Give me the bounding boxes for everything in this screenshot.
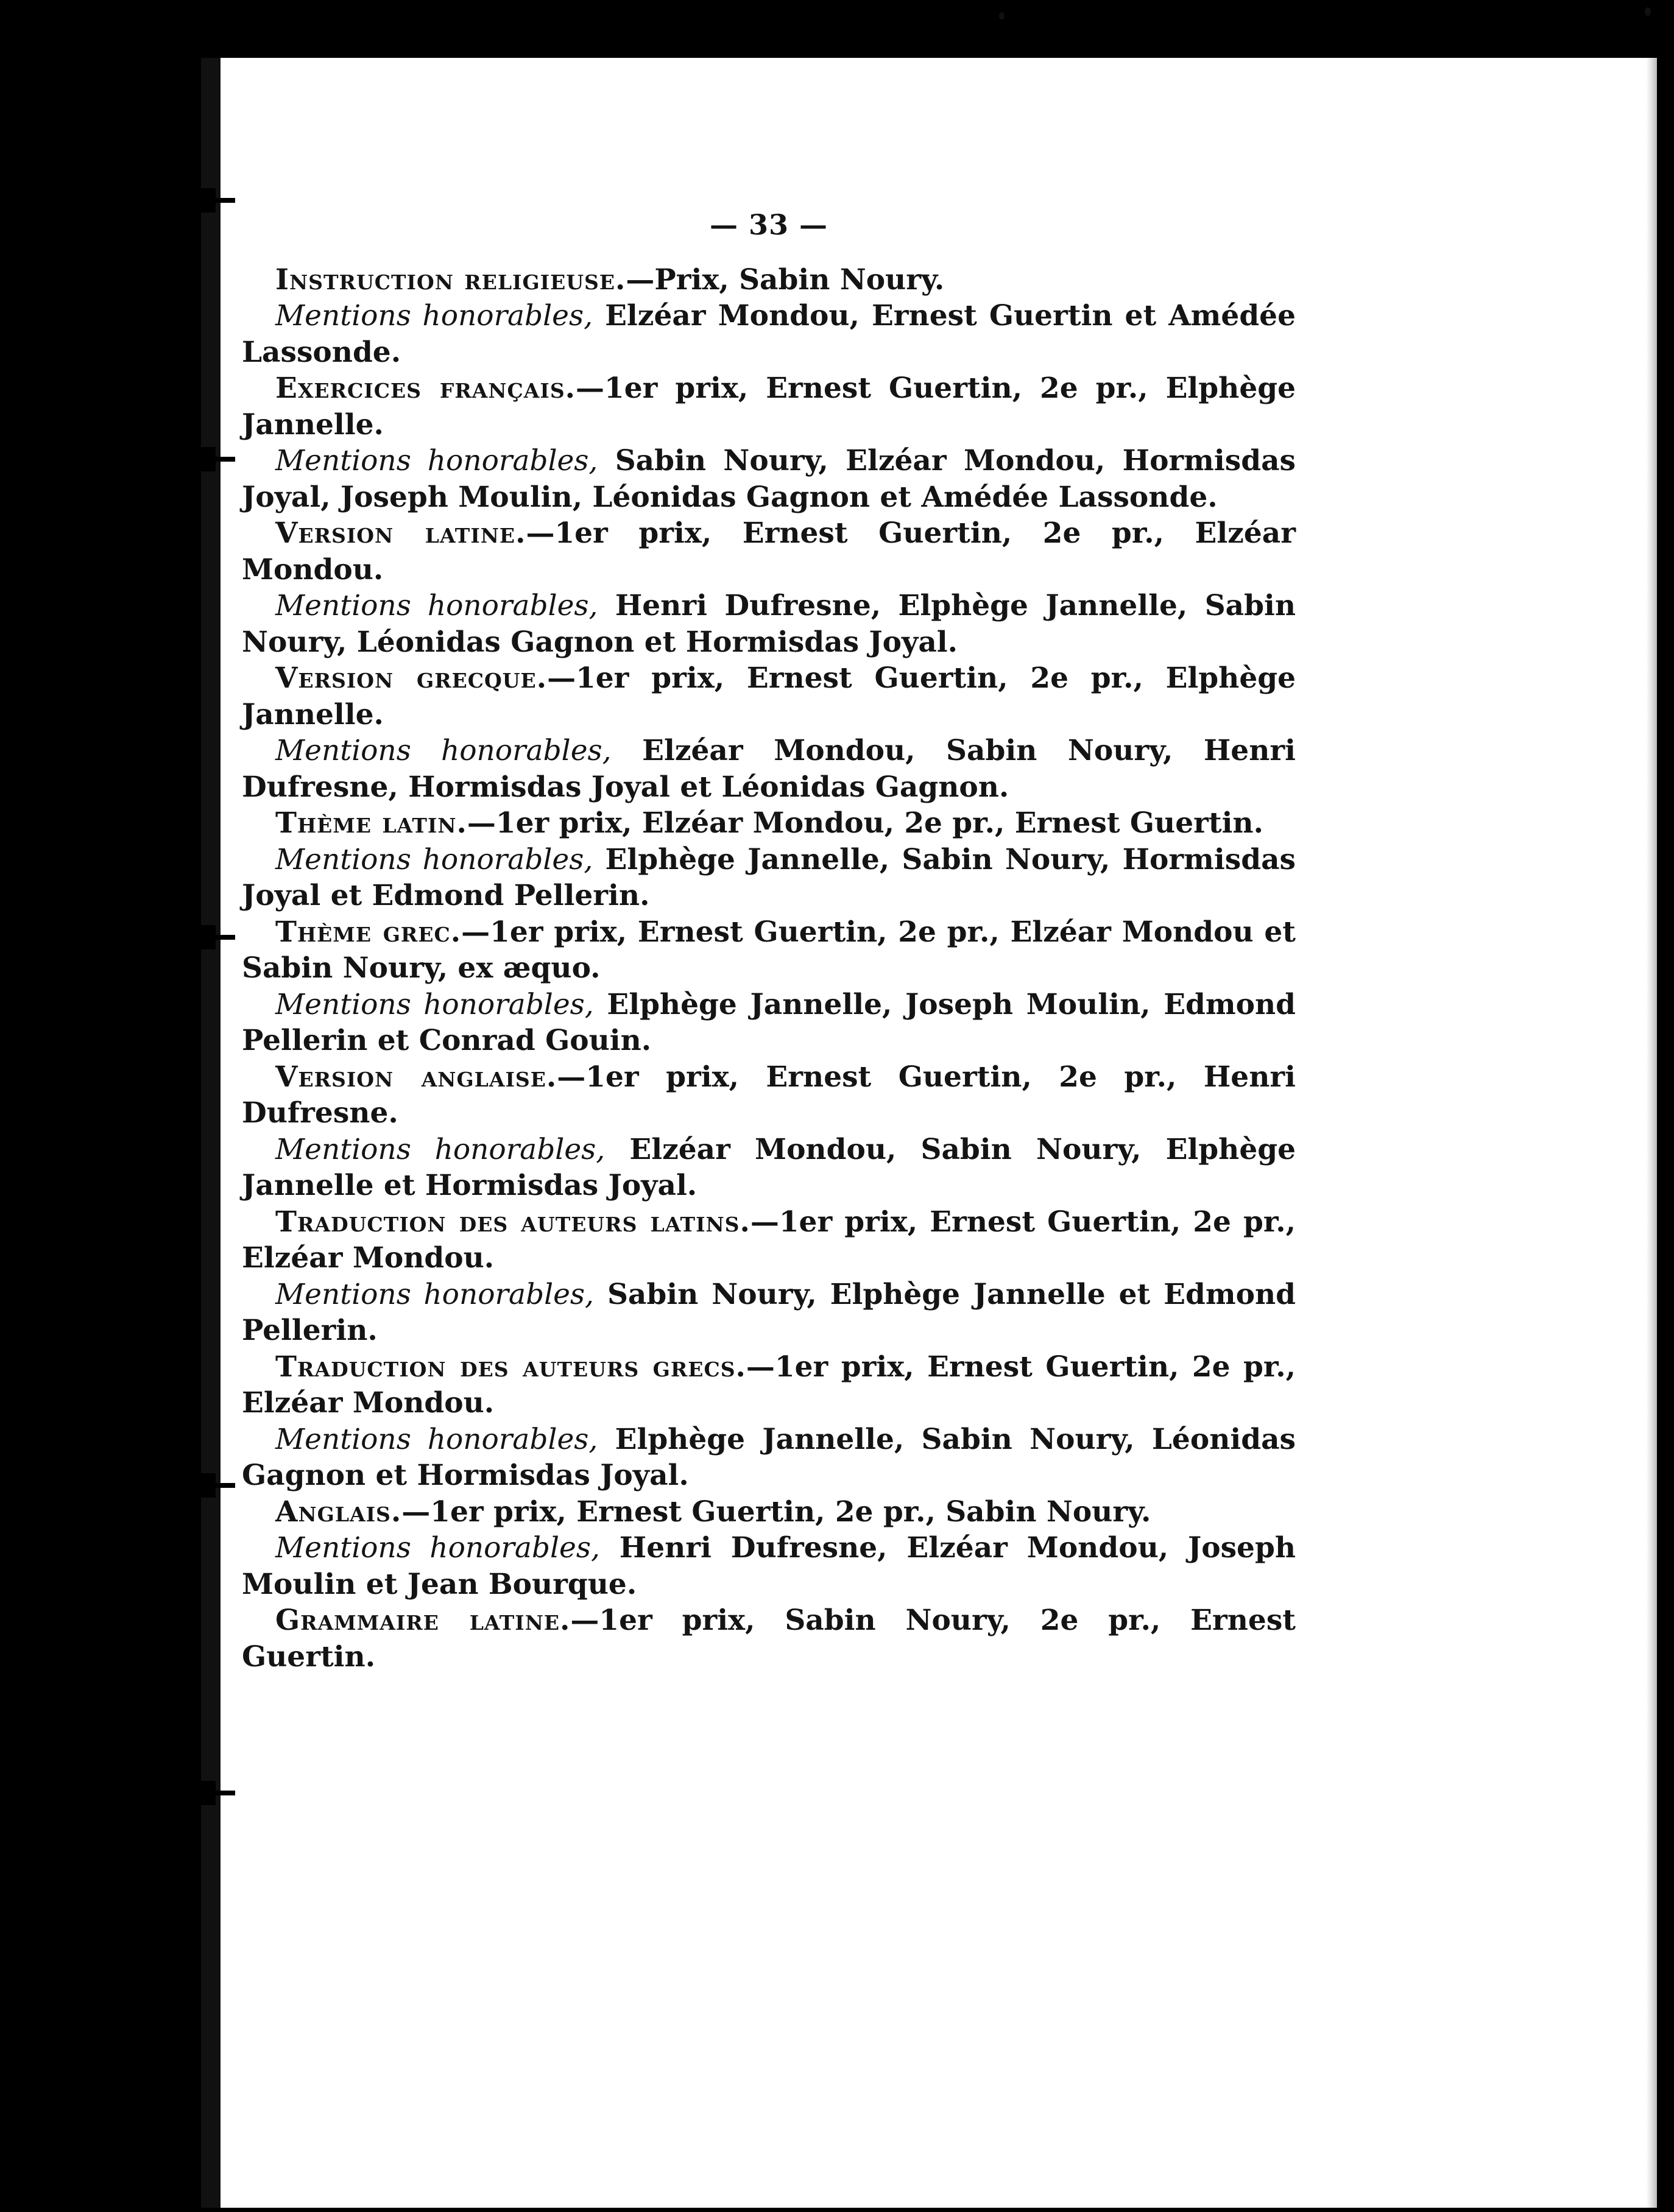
honorable-mentions — [242, 1530, 1296, 1602]
binding-stitch — [188, 935, 235, 940]
subject-heading: Traduction des auteurs grecs. — [275, 1350, 746, 1384]
scan-speck — [1645, 7, 1651, 16]
honorable-mentions — [242, 1421, 1296, 1494]
mentions-names: Henri Dufresne, Elphège Jannelle, Sabin Noury, Léonidas Gagnon et Hormisdas Joyal. — [242, 589, 1296, 659]
mentions-label: Mentions honorables, — [275, 444, 598, 477]
prize-entry — [242, 1349, 1296, 1421]
prize-entry — [242, 370, 1296, 443]
prize-entry — [242, 660, 1296, 733]
prize-entry — [242, 914, 1296, 987]
scan-speck — [999, 12, 1005, 19]
honorable-mentions — [242, 733, 1296, 805]
mentions-label: Mentions honorables, — [275, 1531, 600, 1565]
prize-winners: —Prix, Sabin Noury. — [626, 262, 945, 297]
prize-entry — [242, 515, 1296, 588]
mentions-names: Elphège Jannelle, Joseph Moulin, Edmond Pellerin et Conrad Gouin. — [242, 987, 1296, 1057]
binding-stitch — [188, 1483, 235, 1488]
page-number: — 33 — — [709, 208, 828, 241]
binding-stitch — [188, 198, 235, 203]
mentions-names: Elzéar Mondou, Sabin Noury, Henri Dufresne, Hormisdas Joyal et Léonidas Gagnon. — [242, 734, 1296, 804]
subject-heading: Thème grec. — [275, 915, 462, 949]
mentions-names: Elphège Jannelle, Sabin Noury, Léonidas Gagnon et Hormisdas Joyal. — [242, 1422, 1296, 1492]
prize-winners: —1er prix, Sabin Noury, 2e pr., Ernest Guertin. — [242, 1604, 1296, 1674]
mentions-names: Sabin Noury, Elzéar Mondou, Hormisdas Joyal, Joseph Moulin, Léonidas Gagnon et Amédée Lassonde. — [242, 444, 1296, 514]
mentions-names: Henri Dufresne, Elzéar Mondou, Joseph Moulin et Jean Bourque. — [242, 1531, 1296, 1601]
mentions-label: Mentions honorables, — [275, 1132, 606, 1166]
mentions-names: Elzéar Mondou, Sabin Noury, Elphège Jannelle et Hormisdas Joyal. — [242, 1132, 1296, 1202]
subject-heading: Traduction des auteurs latins. — [275, 1205, 750, 1239]
page-edge-shadow — [1646, 58, 1657, 2208]
prize-winners: —1er prix, Elzéar Mondou, 2e pr., Ernest Guertin. — [467, 806, 1263, 840]
mentions-label: Mentions honorables, — [275, 987, 594, 1021]
prize-list-text — [242, 207, 1296, 1675]
prize-winners: —1er prix, Ernest Guertin, 2e pr., Elzéar Mondou. — [242, 516, 1296, 586]
honorable-mentions — [242, 298, 1296, 370]
mentions-label: Mentions honorables, — [275, 1277, 594, 1311]
prize-entry — [242, 1602, 1296, 1675]
subject-heading: Instruction religieuse. — [275, 262, 626, 297]
honorable-mentions — [242, 588, 1296, 660]
mentions-label: Mentions honorables, — [275, 589, 598, 622]
prize-winners: —1er prix, Ernest Guertin, 2e pr., Elphège Jannelle. — [242, 661, 1296, 731]
honorable-mentions — [242, 1277, 1296, 1349]
binding-stitch — [188, 457, 235, 462]
subject-heading: Version latine. — [275, 516, 526, 550]
prize-winners: —1er prix, Ernest Guertin, 2e pr., Henri Dufresne. — [242, 1060, 1296, 1130]
subject-heading: Thème latin. — [275, 806, 467, 840]
prize-winners: —1er prix, Ernest Guertin, 2e pr., Elzéar Mondou. — [242, 1205, 1296, 1275]
prize-entry — [242, 1494, 1296, 1530]
mentions-label: Mentions honorables, — [275, 734, 612, 767]
honorable-mentions — [242, 443, 1296, 515]
subject-heading: Anglais. — [275, 1495, 402, 1529]
prize-entry — [242, 262, 1296, 298]
subject-heading: Exercices français. — [275, 372, 576, 405]
page-binding-edge — [201, 58, 221, 2208]
mentions-names: Elphège Jannelle, Sabin Noury, Hormisdas Joyal et Edmond Pellerin. — [242, 842, 1296, 912]
mentions-names: Elzéar Mondou, Ernest Guertin et Amédée Lassonde. — [242, 299, 1296, 369]
binding-stitch — [188, 1791, 235, 1795]
subject-heading: Grammaire latine. — [275, 1604, 571, 1637]
honorable-mentions — [242, 987, 1296, 1059]
mentions-names: Sabin Noury, Elphège Jannelle et Edmond Pellerin. — [242, 1277, 1296, 1347]
prize-entry — [242, 1059, 1296, 1132]
mentions-label: Mentions honorables, — [275, 842, 593, 876]
subject-heading: Version grecque. — [275, 661, 548, 695]
mentions-label: Mentions honorables, — [275, 1422, 598, 1456]
subject-heading: Version anglaise. — [275, 1060, 557, 1094]
prize-winners: —1er prix, Ernest Guertin, 2e pr., Elzéar Mondou et Sabin Noury, ex æquo. — [242, 915, 1296, 985]
prize-winners: —1er prix, Ernest Guertin, 2e pr., Elzéar Mondou. — [242, 1350, 1296, 1420]
prize-entry — [242, 1204, 1296, 1277]
scan-speck — [1603, 706, 1612, 717]
mentions-label: Mentions honorables, — [275, 299, 593, 333]
honorable-mentions — [242, 842, 1296, 914]
honorable-mentions — [242, 1132, 1296, 1204]
prize-winners: —1er prix, Ernest Guertin, 2e pr., Sabin Noury. — [401, 1495, 1151, 1529]
prize-winners: —1er prix, Ernest Guertin, 2e pr., Elphège Jannelle. — [242, 372, 1296, 442]
prize-entry — [242, 805, 1296, 842]
